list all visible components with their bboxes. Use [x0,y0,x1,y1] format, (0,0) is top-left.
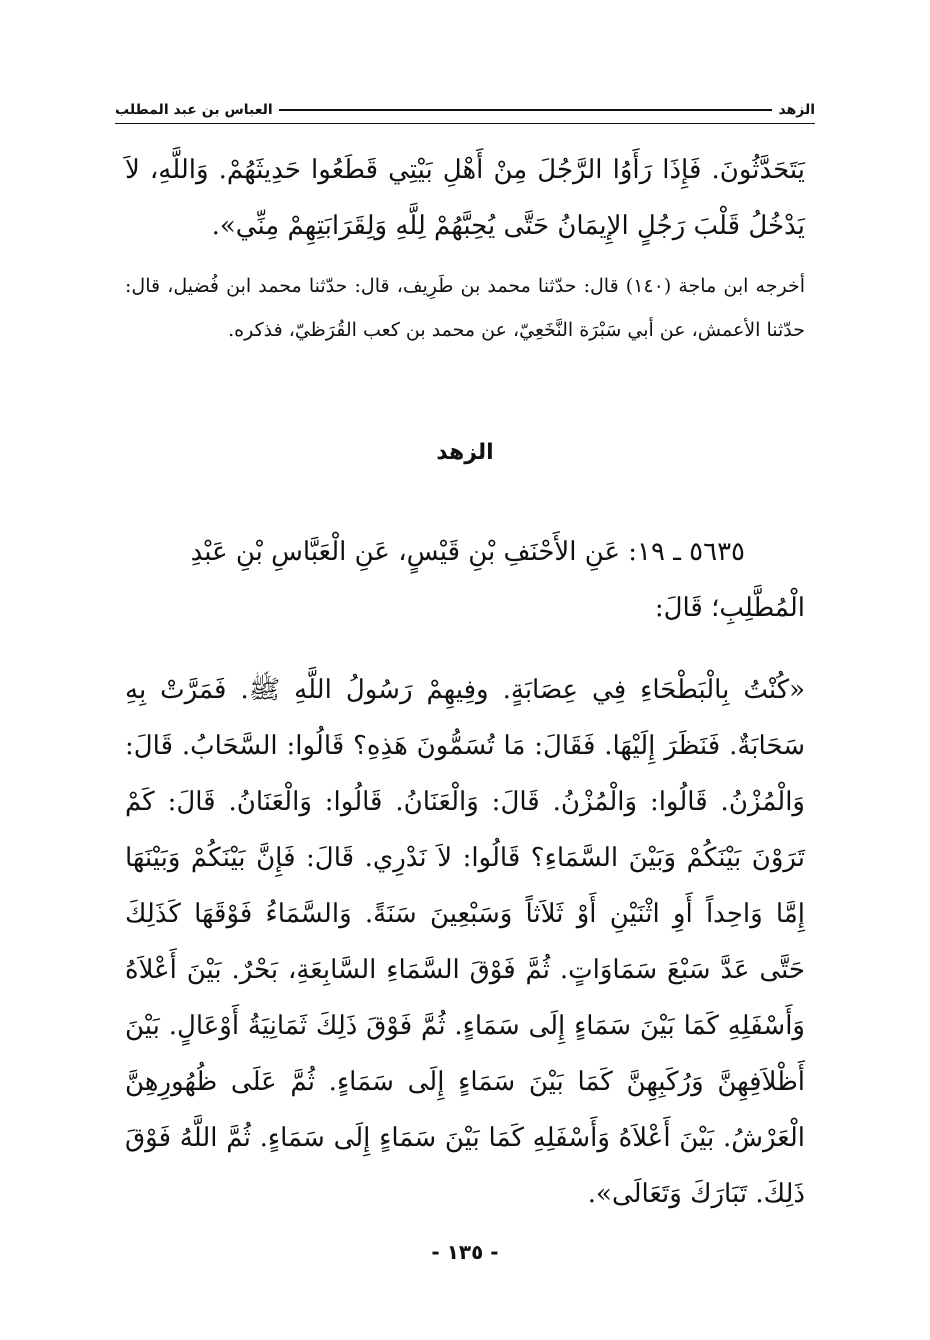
hadith-continuation-text: يَتَحَدَّثُونَ. فَإِذَا رَأَوُا الرَّجُلَ مِنْ أَهْلِ بَيْتِي قَطَعُوا حَدِيثَهُمْ. وَاللَّهِ، لاَ يَدْخُلُ قَلْبَ رَجُلٍ الإِيمَانُ حَتَّى يُحِبَّهُمْ لِلَّهِ وَلِقَرَابَتِهِمْ مِنِّي». [125,155,805,241]
hadith-isnad [125,524,805,636]
section-heading: الزهد [436,440,494,465]
running-header [115,92,815,118]
header-rule [279,109,773,111]
hadith-text: «كُنْتُ بِالْبَطْحَاءِ فِي عِصَابَةٍ. وفِيهِمْ رَسُولُ اللَّهِ ﷺ. فَمَرَّتْ بِهِ سَحَابَةٌ. فَنَظَرَ إِلَيْهَا. فَقَالَ: مَا تُسَمُّونَ هَذِهِ؟ قَالُوا: السَّحَابُ. قَالَ: وَالْمُزْنُ. قَالُوا: وَالْمُزْنُ. قَالَ: وَالْعَنَانُ. قَالُوا: وَالْعَنَانُ. قَالَ: كَمْ تَرَوْنَ بَيْنَكُمْ وَبَيْنَ السَّمَاءِ؟ قَالُوا: لاَ نَدْرِي. قَالَ: فَإِنَّ بَيْنَكُمْ وَبَيْنَهَا إِمَّا وَاحِداً أَوِ اثْنَيْنِ أَوْ ثَلاَثاً وَسَبْعِينَ سَنَةً. وَالسَّمَاءُ فَوْقَهَا كَذَلِكَ حَتَّى عَدَّ سَبْعَ سَمَاوَاتٍ. ثُمَّ فَوْقَ السَّمَاءِ السَّابِعَةِ، بَحْرٌ. بَيْنَ أَعْلاَهُ وَأَسْفَلِهِ كَمَا بَيْنَ سَمَاءٍ إِلَى سَمَاءٍ. ثُمَّ فَوْقَ ذَلِكَ ثَمَانِيَةُ أَوْعَالٍ. بَيْنَ أَظْلاَفِهِنَّ وَرُكَبِهِنَّ كَمَا بَيْنَ سَمَاءٍ إِلَى سَمَاءٍ. ثُمَّ عَلَى ظُهُورِهِنَّ الْعَرْشُ. بَيْنَ أَعْلاَهُ وَأَسْفَلِهِ كَمَا بَيْنَ سَمَاءٍ إِلَى سَمَاءٍ. ثُمَّ اللَّهُ فَوْقَ ذَلِكَ. تَبَارَكَ وَتَعَالَى». [125,675,805,1209]
takhrij-note: أخرجه ابن ماجة (١٤٠) قال: حدّثنا محمد بن طَرِيف، قال: حدّثنا محمد ابن فُضيل، قال: حدّثنا الأعمش، عن أبي سَبْرَة النَّخَعِيّ، عن محمد بن كعب القُرَظيّ، فذكره. [125,275,805,341]
isnad-line-1: ٥٦٣٥ ـ ١٩: عَنِ الأَحْنَفِ بْنِ قَيْسٍ، عَنِ الْعَبَّاسِ بْنِ عَبْدِ [190,537,745,567]
header-chapter-title: العباس بن عبد المطلب [115,102,273,118]
page-number: - ١٣٥ - [431,1240,499,1264]
header-section-title: الزهد [778,102,815,118]
isnad-line-2: الْمُطَّلِبِ؛ قَالَ: [654,593,805,623]
